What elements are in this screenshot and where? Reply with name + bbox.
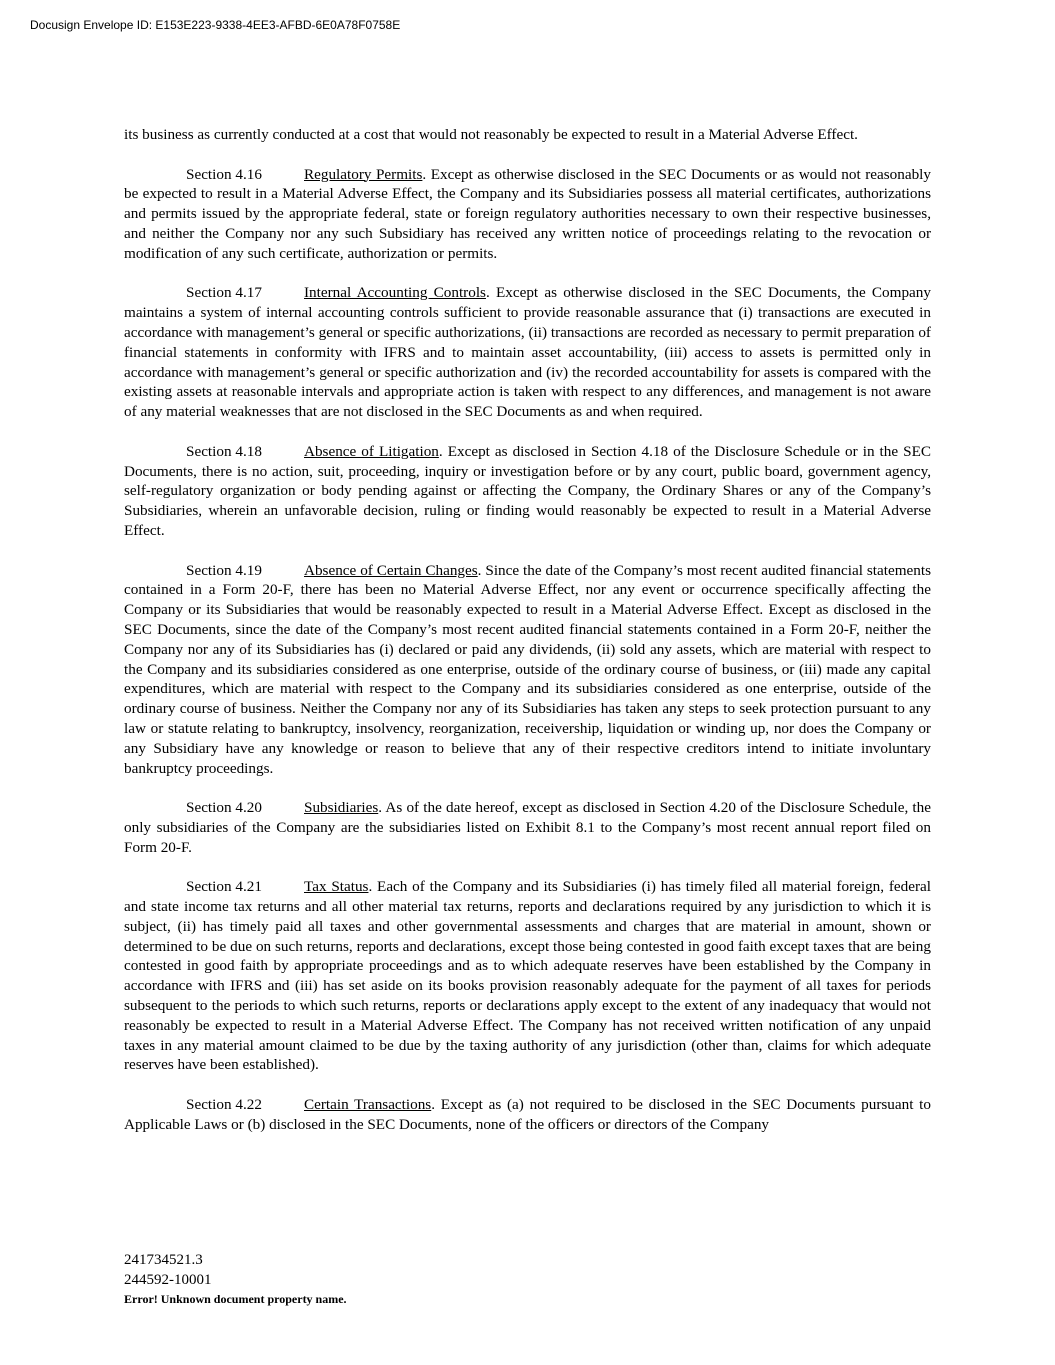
section-title: Absence of Certain Changes — [304, 561, 478, 579]
section-text: . Except as disclosed in Section 4.18 of the Disclosure Schedule or in the SEC Documents, there is no action, suit, proceeding, inquiry or investigation before or by any court, public board, government agency, self-regulatory organization or body pending against or affecting the Company, the Ordinary Shares or any of the Company’s Subsidiaries, wherein an unfavorable decision, ruling or finding would reasonably be expected to result in a Material Adverse Effect. — [124, 442, 931, 539]
section-number: Section 4.20 — [186, 799, 262, 817]
section-text: . Except as otherwise disclosed in the SEC Documents, the Company maintains a system of internal accounting controls sufficient to provide reasonable assurance that (i) transactions are executed in accordance with management’s general or specific authorizations, (ii) transactions are recorded as necessary to permit preparation of financial statements in conformity with IFRS and to maintain asset accountability, (iii) access to assets is permitted only in accordance with management’s general or specific authorization and (iv) the recorded accountability for assets is compared with the existing assets at reasonable intervals and appropriate action is taken with respect to any differences, and management is not aware of any material weaknesses that are not disclosed in the SEC Documents as and when required. — [124, 284, 931, 421]
section-number: Section 4.18 — [186, 442, 262, 460]
section-title: Regulatory Permits — [304, 165, 423, 183]
section-text: . Except as (a) not required to be disclosed in the SEC Documents pursuant to Applicable Laws or (b) disclosed in the SEC Documents, none of the officers or directors of the Company — [124, 1096, 931, 1133]
section-text: . Since the date of the Company’s most recent audited financial statements contained in a Form 20-F, there has been no Material Adverse Effect, nor any event or occurrence specifically affecting the Company or its Subsidiaries that would be reasonably expected to result in a Material Adverse Effect. Except as disclosed in the SEC Documents, since the date of the Company’s most recent audited financial statements contained in a Form 20-F, neither the Company nor any of its Subsidiaries has (i) declared or paid any dividends, (ii) sold any assets, which are material with respect to the Company and its subsidiaries considered as one enterprise, outside of the ordinary course of business, or (iii) made any capital expenditures, which are material with respect to the Company and its subsidiaries considered as one enterprise, outside of the ordinary course of business. Neither the Company nor any of its Subsidiaries has taken any steps to seek protection pursuant to any law or statute relating to bankruptcy, insolvency, reorganization, receivership, liquidation or winding up, nor does the Company or any Subsidiary have any knowledge or reason to believe that any of their respective creditors intend to initiate involuntary bankruptcy proceedings. — [124, 561, 931, 777]
section-4-18 — [124, 442, 931, 541]
page-footer — [124, 1250, 347, 1308]
section-number: Section 4.22 — [186, 1096, 262, 1114]
section-4-16 — [124, 165, 931, 264]
section-4-20 — [124, 798, 931, 857]
section-title: Internal Accounting Controls — [304, 284, 486, 302]
section-title: Absence of Litigation — [304, 442, 439, 460]
section-4-19 — [124, 561, 931, 779]
document-body — [124, 125, 931, 1154]
doc-number: 241734521.3 — [124, 1252, 203, 1268]
section-number: Section 4.21 — [186, 878, 262, 896]
section-text: . Each of the Company and its Subsidiaries (i) has timely filed all material foreign, federal and state income tax returns and all other material tax returns, reports and declarations required by any jurisdiction to which it is subject, (ii) has timely paid all taxes and other governmental assessments and charges that are material in amount, shown or determined to be due on such returns, reports and declarations, except those being contested in good faith except taxes that are being contested in good faith by appropriate proceedings and as to which adequate reserves have been established by the Company in accordance with IFRS and (iii) has set aside on its books provision reasonably adequate for the payment of all taxes for periods subsequent to the periods to which such returns, reports or declarations apply except to the extent of any inadequacy that would not reasonably be expected to result in a Material Adverse Effect. The Company has not received written notification of any unpaid taxes in any material amount claimed to be due by the taxing authority of any jurisdiction (other than, claims for which adequate reserves have been established). — [124, 878, 931, 1074]
section-number: Section 4.17 — [186, 284, 262, 302]
section-text: . As of the date hereof, except as disclosed in Section 4.20 of the Disclosure Schedule, the only subsidiaries of the Company are the subsidiaries listed on Exhibit 8.1 to the Company’s most recent annual report filed on Form 20-F. — [124, 799, 931, 856]
section-number: Section 4.19 — [186, 561, 262, 579]
section-title: Certain Transactions — [304, 1096, 432, 1114]
section-4-22 — [124, 1095, 931, 1135]
matter-number: 244592-10001 — [124, 1272, 212, 1288]
section-title: Subsidiaries — [304, 799, 379, 817]
section-title: Tax Status — [304, 878, 369, 896]
envelope-id-header: Docusign Envelope ID: E153E223-9338-4EE3-AFBD-6E0A78F0758E — [30, 18, 401, 32]
intro-paragraph: its business as currently conducted at a cost that would not reasonably be expected to result in a Material Adverse Effect. — [124, 126, 858, 143]
section-text: . Except as otherwise disclosed in the SEC Documents or as would not reasonably be expected to result in a Material Adverse Effect, the Company and its Subsidiaries possess all material certificates, authorizations and permits issued by the appropriate federal, state or foreign regulatory authorities necessary to own their respective businesses, and neither the Company nor any such Subsidiary has received any written notice of proceedings relating to the revocation or modification of any such certificate, authorization or permits. — [124, 165, 931, 262]
error-property-text: Error! Unknown document property name. — [124, 1292, 347, 1306]
section-4-17 — [124, 283, 931, 422]
section-number: Section 4.16 — [186, 165, 262, 183]
section-4-21 — [124, 877, 931, 1075]
